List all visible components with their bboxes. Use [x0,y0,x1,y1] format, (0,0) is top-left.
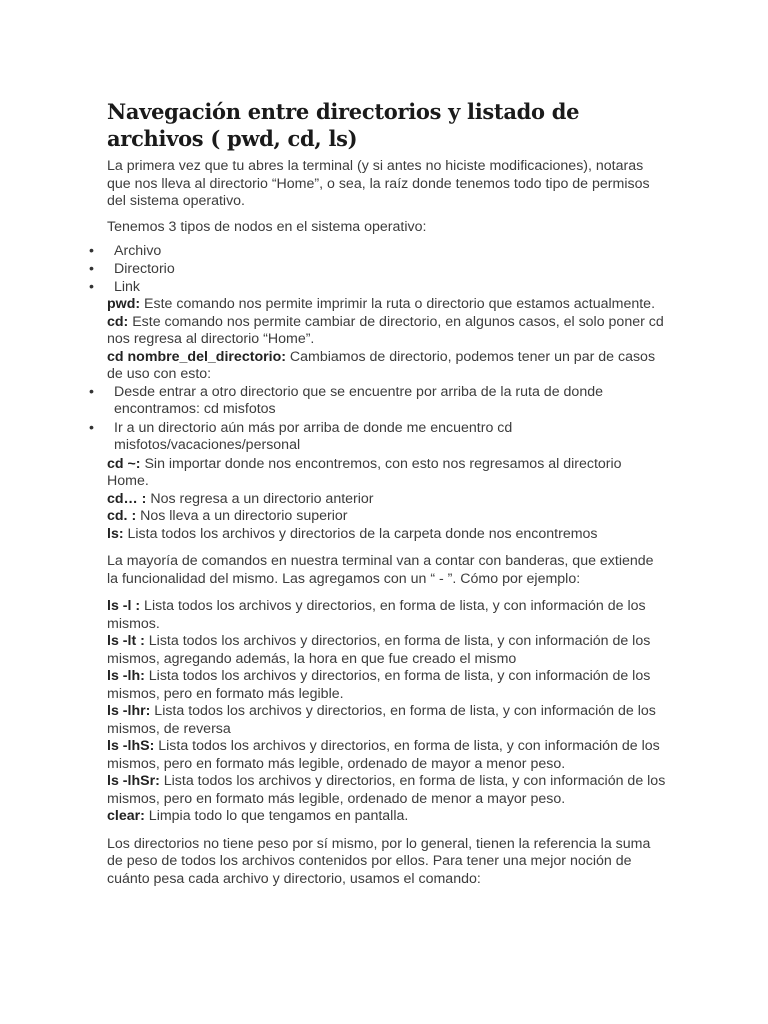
command-description: Lista todos los archivos y directorios de la carpeta donde nos encontremos [123,525,598,542]
ls-lh-definition [107,668,667,703]
command-description: Este comando nos permite cambiar de directorio, en algunos casos, el solo poner cd nos regresa al directorio “Home”. [107,313,664,347]
command-term: ls -lh: [107,668,145,684]
bullet-icon: • [89,243,94,259]
command-description: Lista todos los archivos y directorios, en forma de lista, y con información de los mismos, agregando además, la hora en que fue creado el mismo [107,633,651,667]
clear-definition [107,808,667,826]
command-term: ls -lhSr: [107,773,160,789]
command-description: Cambiamos de directorio, podemos tener un par de casos de uso con esto: [107,348,656,382]
list-item [89,419,667,455]
command-term: clear: [107,808,145,824]
command-description: Lista todos los archivos y directorios, en forma de lista, y con información de los mismos, pero en formato más legible. [107,668,651,702]
cd-cases-list [89,383,667,455]
command-term: cd ~: [107,455,141,472]
bullet-icon: • [89,419,94,436]
command-description: Lista todos los archivos y directorios, en forma de lista, y con información de los mismos, pero en formato más legible, ordenado de menor a mayor peso. [107,773,666,807]
list-item-text: Desde entrar a otro directorio que se encuentre por arriba de la ruta de donde encontramos: cd misfotos [114,383,603,417]
list-item-text: Ir a un directorio aún más por arriba de donde me encuentro cd misfotos/vacaciones/personal [114,419,513,453]
pwd-definition [107,296,667,314]
command-description: Nos regresa a un directorio anterior [146,490,374,507]
command-term: ls -lhS: [107,738,155,754]
ls-lhS-definition [107,738,667,773]
command-term: cd. : [107,508,137,524]
outro-paragraph: Los directorios no tiene peso por sí mismo, por lo general, tienen la referencia la suma de peso de todos los archivos contenidos por ellos. Para tener una mejor noción de cuánto pesa cada archivo y directorio, usamos el comando: [107,835,651,887]
bullet-icon: • [89,279,94,295]
ls-lhSr-definition [107,773,667,808]
command-description: Sin importar donde nos encontremos, con esto nos regresamos al directorio Home. [107,455,622,489]
command-term: pwd: [107,296,141,312]
command-term: cd: [107,313,129,330]
list-item-text: Directorio [114,261,175,277]
ls-l-definition [107,598,667,633]
intro-paragraph: La primera vez que tu abres la terminal (y si antes no hiciste modificaciones), notaras que nos lleva al directorio “Home”, o sea, la raíz donde tenemos todo tipo de permisos del sistema operativo. [107,158,650,209]
flags-intro-paragraph: La mayoría de comandos en nuestra terminal van a contar con banderas, que extiende la funcionalidad del mismo. Las agregamos con un “ - ”. Cómo por ejemplo: [107,553,654,587]
cd-dir-definition [107,349,667,384]
cd-home-definition [107,456,667,491]
command-description: Lista todos los archivos y directorios, en forma de lista, y con información de los mismos. [107,598,646,632]
command-description: Lista todos los archivos y directorios, en forma de lista, y con información de los mismos, de reversa [107,703,656,737]
command-term: cd… : [107,490,147,507]
ls-lhr-definition [107,703,667,738]
cd-definition [107,314,667,349]
cd-back-definition [107,491,667,509]
node-types-list [89,242,667,296]
ls-definition [107,526,667,544]
bullet-icon: • [89,261,94,277]
command-term: cd nombre_del_directorio: [107,348,286,365]
command-term: ls -lhr: [107,703,151,719]
list-item [89,242,667,260]
command-term: ls: [107,525,124,542]
page-title: Navegación entre directorios y listado de archivos ( pwd, cd, ls) [107,99,580,151]
command-term: ls -l : [107,598,141,614]
list-item [89,383,667,419]
bullet-icon: • [89,383,94,400]
list-item [89,278,667,296]
command-description: Limpia todo lo que tengamos en pantalla. [144,808,409,824]
list-item-text: Link [114,279,141,295]
cd-up-definition [107,508,667,526]
document-body [89,98,667,888]
list-item [89,260,667,278]
command-term: ls -lt : [107,633,145,649]
list-item-text: Archivo [114,243,162,259]
nodes-intro-paragraph: Tenemos 3 tipos de nodos en el sistema operativo: [107,218,427,235]
command-description: Lista todos los archivos y directorios, en forma de lista, y con información de los mismos, pero en formato más legible, ordenado de mayor a menor peso. [107,738,660,772]
ls-lt-definition [107,633,667,668]
command-description: Este comando nos permite imprimir la ruta o directorio que estamos actualmente. [140,296,656,312]
command-description: Nos lleva a un directorio superior [136,508,348,524]
